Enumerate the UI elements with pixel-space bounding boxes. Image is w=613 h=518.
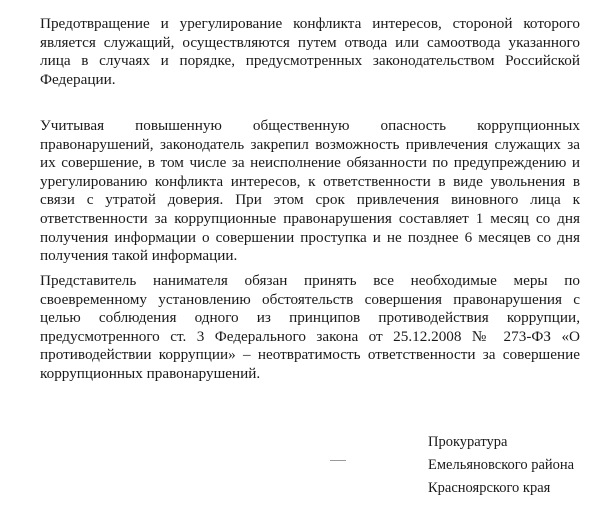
- signature-block: [428, 431, 574, 500]
- signature-line-3: Красноярского края: [428, 480, 551, 496]
- stray-dash-mark: [330, 460, 346, 461]
- paragraph-conflict-prevention: Предотвращение и урегулирование конфликта интересов, стороной которого является служащий, осуществляются путем отвода или самоотвода указанного лица в случаях и порядке, предусмотренных законодательством Российской Федерации.: [40, 15, 580, 88]
- paragraph-liability: Учитывая повышенную общественную опасность коррупционных правонарушений, законодатель закрепил возможность привлечения служащих за их совершение, в том числе за неисполнение обязанности по предупреждению и урегулированию конфликта интересов, к ответственности в виде увольнения в связи с утратой доверия. При этом срок привлечения виновного лица к ответственности за коррупционные правонарушения составляет 1 месяц со дня получения информации о совершении проступка и не позднее 6 месяцев со дня получения такой информации.: [40, 117, 580, 265]
- signature-line-1: Прокуратура: [428, 434, 508, 450]
- signature-line-2: Емельяновского района: [428, 457, 575, 473]
- paragraph-employer-obligation: Представитель нанимателя обязан принять все необходимые меры по своевременному установлению обстоятельств совершения правонарушения с целью соблюдения одного из принципов противодействия коррупции, предусмотренного ст. 3 Федерального закона от 25.12.2008 № 273-ФЗ «О противодействии коррупции» – неотвратимость ответственности за совершение коррупционных правонарушений.: [40, 272, 580, 382]
